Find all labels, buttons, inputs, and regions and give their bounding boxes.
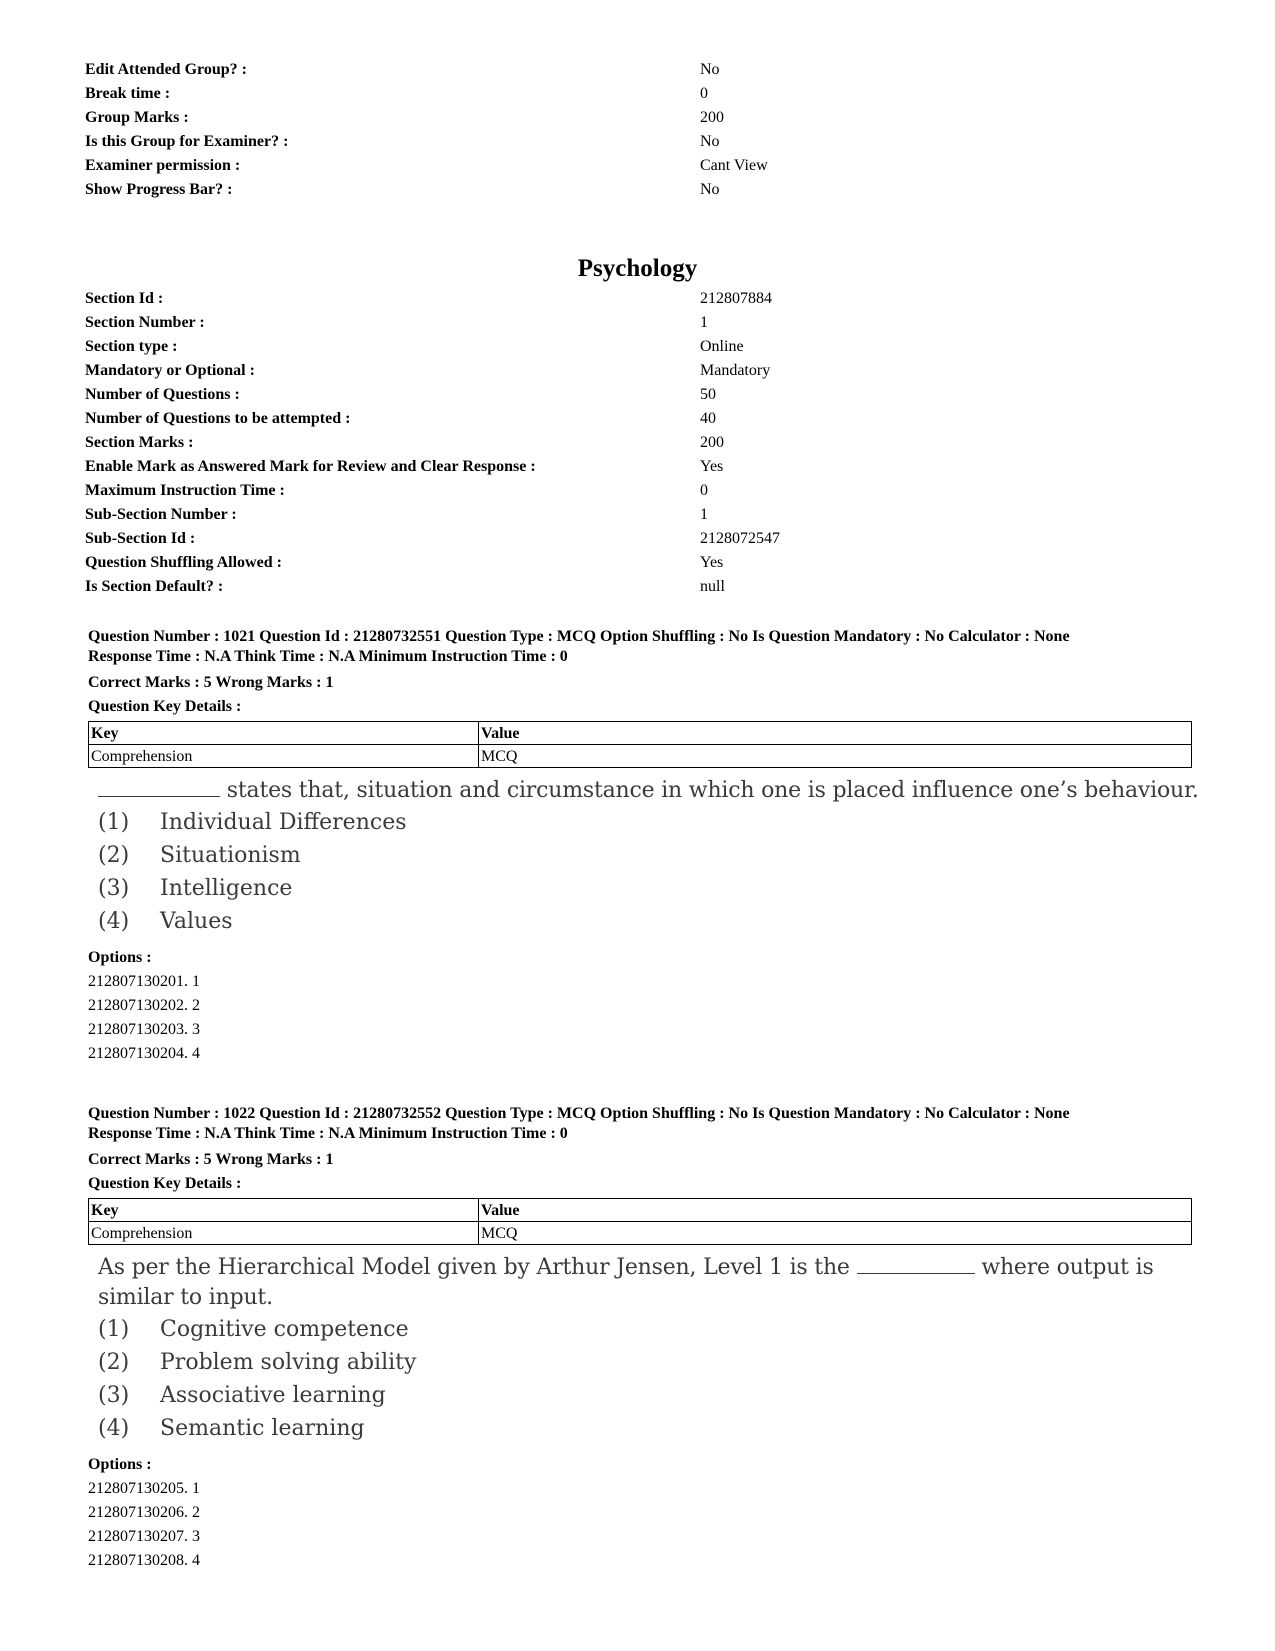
- section-detail-row: [85, 359, 1205, 383]
- question-choice: [98, 1379, 1200, 1412]
- question-meta-line: Response Time : N.A Think Time : N.A Minimum Instruction Time : 0: [88, 1125, 568, 1142]
- question-key-table: [88, 1198, 1192, 1245]
- detail-label: Break time :: [85, 85, 171, 102]
- choice-text: Situationism: [160, 843, 301, 868]
- detail-label: Edit Attended Group? :: [85, 61, 247, 78]
- group-detail-row: [85, 130, 1205, 154]
- question-key-details-label: Question Key Details :: [88, 698, 242, 715]
- detail-value: No: [700, 181, 720, 198]
- question-marks: Correct Marks : 5 Wrong Marks : 1: [88, 674, 334, 691]
- section-title: Psychology: [577, 255, 698, 282]
- question-stem-text: states that, situation and circumstance in which one is placed influence one’s behaviour.: [220, 778, 1199, 803]
- detail-value: 200: [700, 109, 724, 126]
- choice-number: (2): [98, 843, 130, 868]
- detail-label: Examiner permission :: [85, 157, 241, 174]
- choice-text: Cognitive competence: [160, 1317, 409, 1342]
- key-table-header-row: [89, 1199, 1192, 1222]
- key-table-cell: Comprehension: [89, 745, 479, 768]
- detail-label: Sub-Section Id :: [85, 530, 196, 547]
- option-item: 212807130207. 3: [88, 1528, 200, 1545]
- detail-label: Mandatory or Optional :: [85, 362, 255, 379]
- question-stem-text: As per the Hierarchical Model given by Arthur Jensen, Level 1 is the: [98, 1255, 857, 1280]
- detail-label: Is Section Default? :: [85, 578, 224, 595]
- option-item: 212807130208. 4: [88, 1552, 200, 1569]
- detail-value: No: [700, 133, 720, 150]
- section-detail-row: [85, 503, 1205, 527]
- question-stem-text: where output is: [974, 1255, 1154, 1280]
- section-detail-row: [85, 335, 1205, 359]
- key-table-cell: Comprehension: [89, 1222, 479, 1245]
- choice-text: Values: [160, 909, 233, 934]
- question-choice: [98, 1412, 1200, 1445]
- detail-value: 50: [700, 386, 716, 403]
- question-stem: [98, 776, 1200, 806]
- question-block: [88, 1104, 1200, 1573]
- detail-value: No: [700, 61, 720, 78]
- choice-number: (2): [98, 1350, 130, 1375]
- section-detail-row: [85, 407, 1205, 431]
- question-meta: [88, 627, 1200, 667]
- key-table-row: [89, 745, 1192, 768]
- key-table-cell: MCQ: [479, 745, 1192, 768]
- group-detail-row: [85, 106, 1205, 130]
- option-item: 212807130201. 1: [88, 973, 200, 990]
- option-item: 212807130203. 3: [88, 1021, 200, 1038]
- choice-number: (4): [98, 1416, 130, 1441]
- detail-value: Yes: [700, 458, 724, 475]
- section-details: [85, 287, 1205, 599]
- options-list: [88, 1453, 1200, 1573]
- options-label: Options :: [88, 949, 152, 966]
- detail-label: Maximum Instruction Time :: [85, 482, 285, 499]
- option-item: 212807130204. 4: [88, 1045, 200, 1062]
- detail-value: 0: [700, 482, 708, 499]
- options-label: Options :: [88, 1456, 152, 1473]
- section-detail-row: [85, 527, 1205, 551]
- detail-label: Show Progress Bar? :: [85, 181, 233, 198]
- detail-label: Section type :: [85, 338, 178, 355]
- question-choice: [98, 905, 1200, 938]
- detail-label: Number of Questions to be attempted :: [85, 410, 351, 427]
- question-marks: Correct Marks : 5 Wrong Marks : 1: [88, 1151, 334, 1168]
- choice-text: Semantic learning: [160, 1416, 365, 1441]
- question-choice: [98, 1346, 1200, 1379]
- question-choice: [98, 872, 1200, 905]
- detail-value: Mandatory: [700, 362, 771, 379]
- detail-label: Section Number :: [85, 314, 205, 331]
- group-detail-row: [85, 154, 1205, 178]
- question-key-table: [88, 721, 1192, 768]
- group-detail-row: [85, 178, 1205, 202]
- question-choice: [98, 1313, 1200, 1346]
- detail-value: 1: [700, 314, 708, 331]
- question-key-details-label: Question Key Details :: [88, 1175, 242, 1192]
- section-detail-row: [85, 287, 1205, 311]
- question-block: [88, 627, 1200, 1066]
- option-item: 212807130206. 2: [88, 1504, 200, 1521]
- detail-label: Enable Mark as Answered Mark for Review and Clear Response :: [85, 458, 536, 475]
- key-table-row: [89, 1222, 1192, 1245]
- section-detail-row: [85, 311, 1205, 335]
- answer-blank: [857, 1254, 975, 1274]
- detail-value: 212807884: [700, 290, 772, 307]
- detail-value: Online: [700, 338, 744, 355]
- group-detail-row: [85, 82, 1205, 106]
- options-list: [88, 946, 1200, 1066]
- group-details: [85, 58, 1205, 202]
- choice-number: (3): [98, 1383, 130, 1408]
- option-item: 212807130202. 2: [88, 997, 200, 1014]
- answer-blank: [98, 777, 220, 797]
- question-meta: [88, 1104, 1200, 1144]
- choice-number: (1): [98, 1317, 130, 1342]
- detail-value: 1: [700, 506, 708, 523]
- key-table-header-row: [89, 722, 1192, 745]
- group-detail-row: [85, 58, 1205, 82]
- choice-text: Individual Differences: [160, 810, 407, 835]
- choice-number: (1): [98, 810, 130, 835]
- question-text-image: [98, 1253, 1200, 1445]
- question-meta-line: Question Number : 1022 Question Id : 21280732552 Question Type : MCQ Option Shuffling : No Is Question Mandatory : No Calculator : None: [88, 1105, 1070, 1122]
- detail-label: Section Marks :: [85, 434, 194, 451]
- detail-value: Yes: [700, 554, 724, 571]
- question-stem: [98, 1253, 1200, 1283]
- choice-number: (4): [98, 909, 130, 934]
- question-stem-continuation: similar to input.: [98, 1285, 273, 1310]
- question-choice: [98, 806, 1200, 839]
- detail-label: Section Id :: [85, 290, 164, 307]
- detail-label: Group Marks :: [85, 109, 189, 126]
- key-table-cell: MCQ: [479, 1222, 1192, 1245]
- detail-value: Cant View: [700, 157, 768, 174]
- section-detail-row: [85, 383, 1205, 407]
- section-detail-row: [85, 455, 1205, 479]
- detail-label: Question Shuffling Allowed :: [85, 554, 282, 571]
- key-table-header: Key: [89, 1199, 479, 1222]
- detail-value: 2128072547: [700, 530, 780, 547]
- section-detail-row: [85, 575, 1205, 599]
- question-text-image: [98, 776, 1200, 938]
- detail-value: 40: [700, 410, 716, 427]
- detail-label: Number of Questions :: [85, 386, 240, 403]
- question-choice: [98, 839, 1200, 872]
- choice-number: (3): [98, 876, 130, 901]
- section-detail-row: [85, 551, 1205, 575]
- detail-value: null: [700, 578, 725, 595]
- choice-text: Problem solving ability: [160, 1350, 417, 1375]
- question-meta-line: Question Number : 1021 Question Id : 21280732551 Question Type : MCQ Option Shuffling : No Is Question Mandatory : No Calculator : None: [88, 628, 1070, 645]
- detail-label: Sub-Section Number :: [85, 506, 237, 523]
- choice-text: Associative learning: [160, 1383, 386, 1408]
- detail-label: Is this Group for Examiner? :: [85, 133, 289, 150]
- key-table-header: Value: [479, 722, 1192, 745]
- key-table-header: Key: [89, 722, 479, 745]
- detail-value: 0: [700, 85, 708, 102]
- detail-value: 200: [700, 434, 724, 451]
- key-table-header: Value: [479, 1199, 1192, 1222]
- section-detail-row: [85, 479, 1205, 503]
- section-detail-row: [85, 431, 1205, 455]
- question-meta-line: Response Time : N.A Think Time : N.A Minimum Instruction Time : 0: [88, 648, 568, 665]
- choice-text: Intelligence: [160, 876, 293, 901]
- option-item: 212807130205. 1: [88, 1480, 200, 1497]
